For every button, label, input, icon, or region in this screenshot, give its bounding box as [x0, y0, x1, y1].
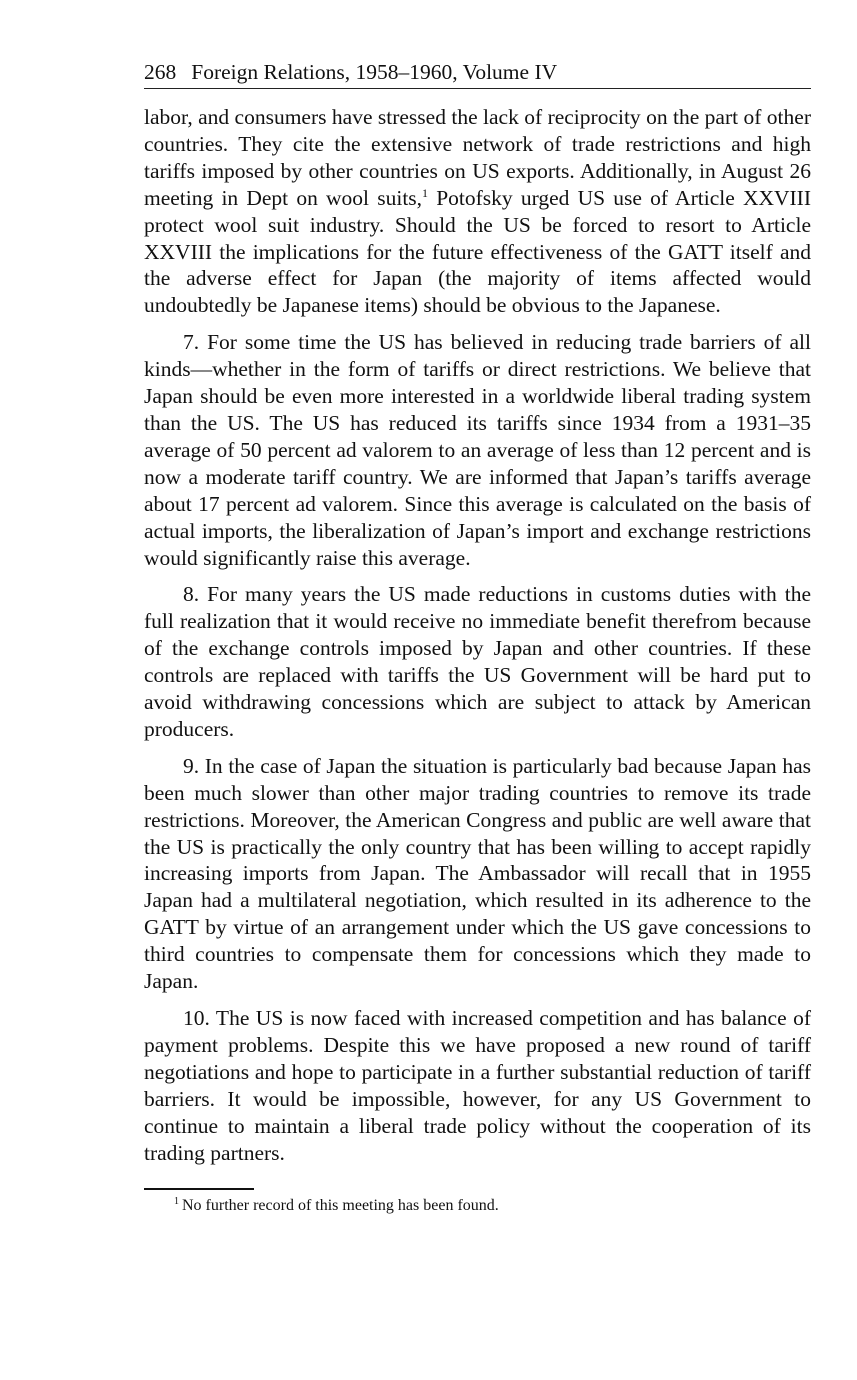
paragraph-9: 9. In the case of Japan the situation is particularly bad because Japan has been much slower than other major trading countries to remove its trade restrictions. Moreover, the American Congress and public are well aware that the US is practically the only country that has been willing to accept rapidly increasing imports from Japan. The Ambassador will recall that in 1955 Japan had a multilateral negotiation, which resulted in its adherence to the GATT by virtue of an arrangement under which the US gave concessions to third countries to compensate them for concessions which they made to Japan.: [144, 753, 811, 994]
paragraph-text: Potofsky urged US use of Article XXVIII protect wool suit industry. Should the US be forced to resort to Article XXVIII the implications for the future effectiveness of the GATT itself and the adverse effect for Japan (the majority of items affected would undoubtedly be Japanese items) should be obvious to the Japanese.: [144, 185, 812, 318]
page-number: 268: [144, 60, 177, 84]
paragraph-8: 8. For many years the US made reductions in customs duties with the full realization that it would receive no immediate benefit therefrom because of the exchange controls imposed by Japan and other countries. If these controls are replaced with tariffs the US Government will be hard put to avoid withdrawing concessions which are subject to attack by American producers.: [144, 582, 811, 741]
running-header: [144, 58, 811, 89]
running-title: Foreign Relations, 1958–1960, Volume IV: [191, 60, 558, 84]
footnote-text: No further record of this meeting has been found.: [182, 1197, 499, 1215]
paragraph-7: 7. For some time the US has believed in reducing trade barriers of all kinds—whether in the form of tariffs or direct restrictions. We believe that Japan should be even more interested in a worldwide liberal trading system than the US. The US has reduced its tariffs since 1934 from a 1931–35 average of 50 percent ad valorem to an average of less than 12 percent and is now a moderate tariff country. We are informed that Japan’s tariffs average about 17 percent ad valorem. Since this average is calculated on the basis of actual imports, the liberalization of Japan’s import and exchange restrictions would significantly raise this average.: [144, 330, 811, 570]
document-page: [144, 58, 811, 1216]
body-text: [144, 104, 811, 1166]
footnote: [144, 1196, 811, 1216]
footnote-reference: 1: [422, 185, 429, 200]
footnote-divider: [144, 1188, 254, 1190]
paragraph-text: labor, and consumers have stressed the lack of reciprocity on the part of other countries. They cite the extensive network of trade restrictions and high tariffs imposed by other countries on US exports. Additionally, in August 26 meeting in Dept on wool suits,: [144, 105, 811, 210]
footnote-marker: 1: [174, 1196, 179, 1208]
paragraph-10: 10. The US is now faced with increased competition and has balance of payment problems. Despite this we have proposed a new round of tariff negotiations and hope to participate in a further substantial reduction of tariff barriers. It would be impossible, however, for any US Government to continue to maintain a liberal trade policy without the cooperation of its trading partners.: [144, 1006, 811, 1165]
paragraph-continued: [144, 104, 811, 319]
